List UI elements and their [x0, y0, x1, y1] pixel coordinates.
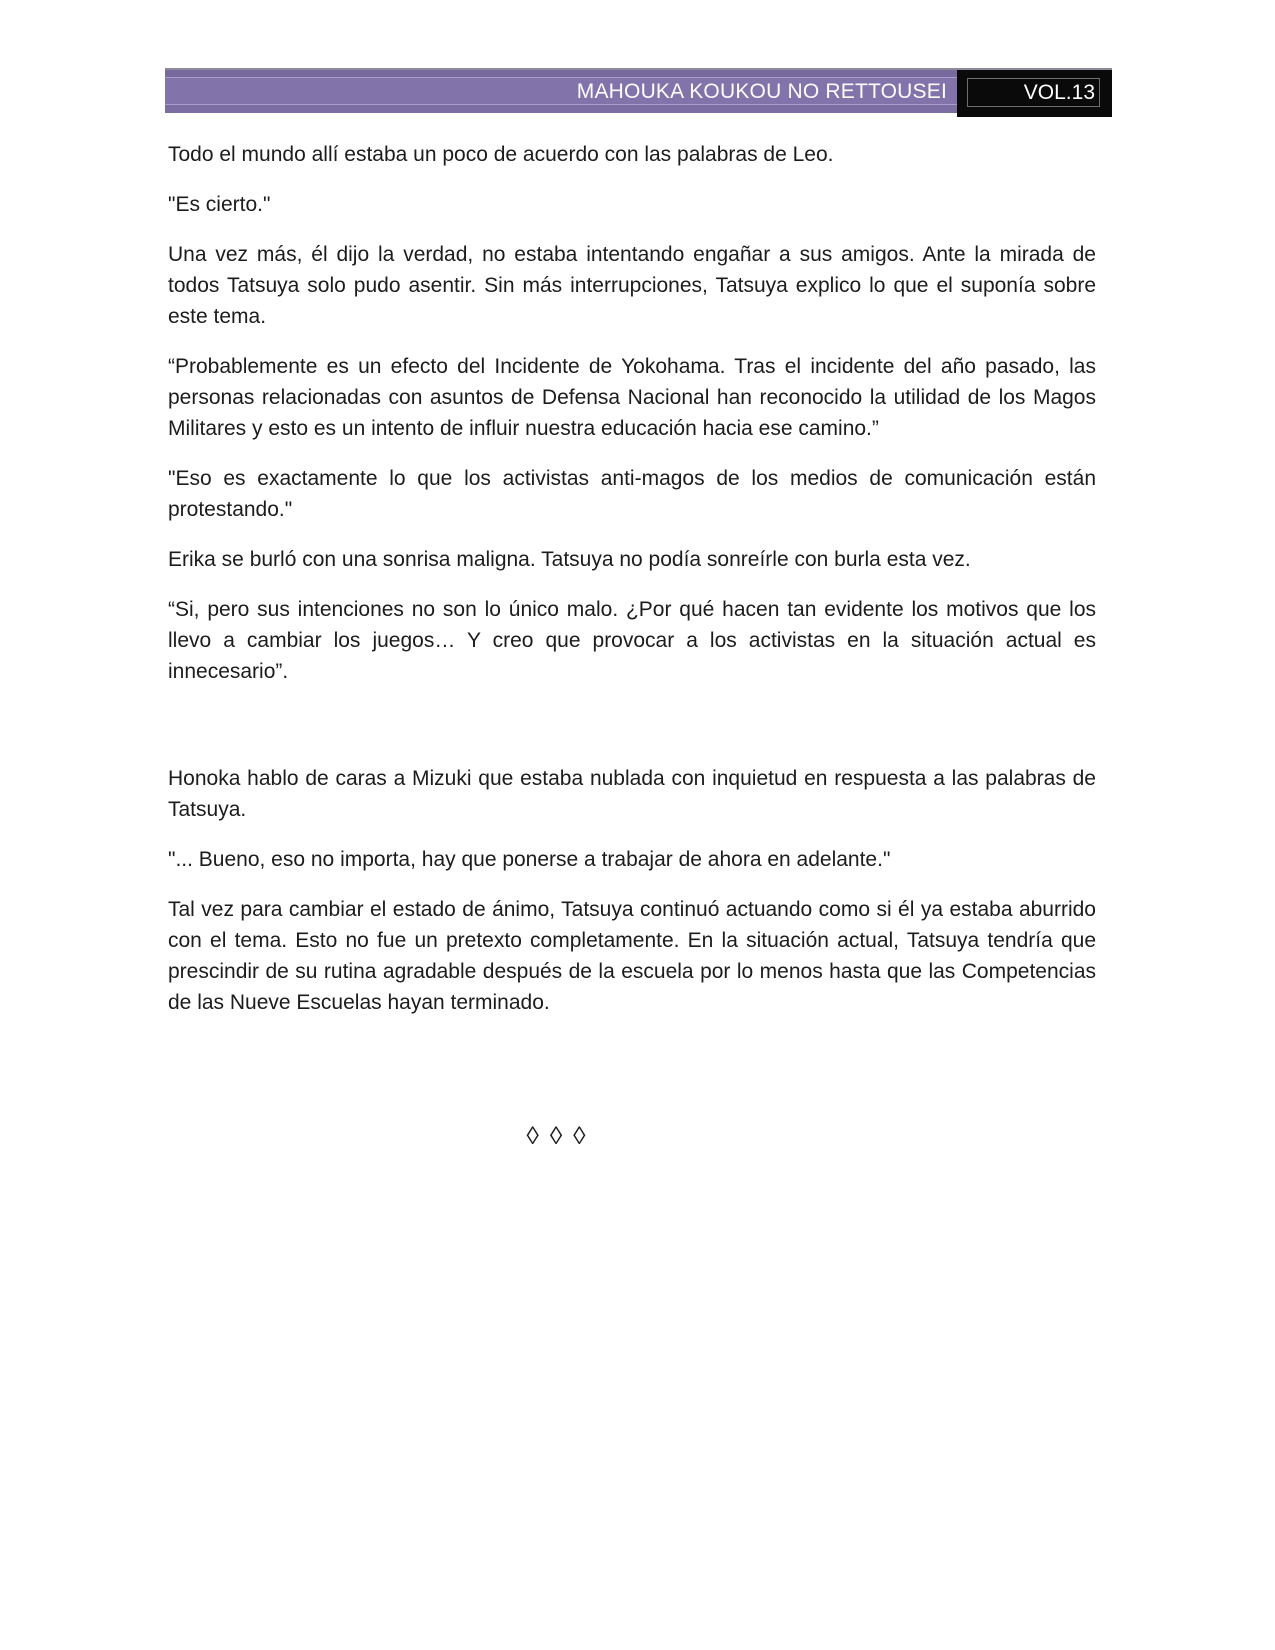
- header-bottom-strip: [165, 105, 957, 113]
- paragraph: Tal vez para cambiar el estado de ánimo, Tatsuya continuó actuando como si él ya estaba aburrido con el tema. Esto no fue un pretexto completamente. En la situación actual, Tatsuya tendría que prescindir de su rutina agradable después de la escuela por lo menos hasta que las Competencias de las Nueve Escuelas hayan terminado.: [168, 898, 1096, 1014]
- paragraph: Honoka hablo de caras a Mizuki que estaba nublada con inquietud en respuesta a las palabras de Tatsuya.: [168, 767, 1096, 821]
- paragraph: “Probablemente es un efecto del Incidente de Yokohama. Tras el incidente del año pasado, las personas relacionadas con asuntos de Defensa Nacional han reconocido la utilidad de los Magos Militares y esto es un intento de influir nuestra educación hacia ese camino.”: [168, 355, 1096, 440]
- header-top-line: [165, 77, 957, 78]
- volume-box: [957, 70, 1112, 117]
- paragraph: “Si, pero sus intenciones no son lo único malo. ¿Por qué hacen tan evidente los motivos que los llevo a cambiar los juegos… Y creo que provocar a los activistas en la situación actual es innecesario”.: [168, 598, 1096, 683]
- paragraph: Una vez más, él dijo la verdad, no estaba intentando engañar a sus amigos. Ante la mirada de todos Tatsuya solo pudo asentir. Sin más interrupciones, Tatsuya explico lo que el suponía sobre este tema.: [168, 243, 1096, 328]
- page-text-content: [168, 139, 1096, 1154]
- paragraph: Todo el mundo allí estaba un poco de acuerdo con las palabras de Leo.: [168, 143, 834, 166]
- paragraph: Erika se burló con una sonrisa maligna. Tatsuya no podía sonreírle con burla esta vez.: [168, 548, 971, 571]
- page-header-banner: [165, 68, 1112, 120]
- volume-box-frame: [967, 78, 1100, 107]
- book-title: MAHOUKA KOUKOU NO RETTOUSEI: [576, 79, 947, 103]
- volume-label: VOL.13: [1023, 80, 1095, 104]
- paragraph: "... Bueno, eso no importa, hay que ponerse a trabajar de ahora en adelante.": [168, 848, 891, 871]
- paragraph: "Es cierto.": [168, 193, 271, 216]
- header-top-strip: [165, 70, 957, 77]
- scene-break-diamonds: ◊ ◊ ◊: [526, 1122, 588, 1150]
- paragraph: "Eso es exactamente lo que los activistas anti-magos de los medios de comunicación están protestando.": [168, 467, 1096, 521]
- header-purple-bar: [165, 70, 957, 113]
